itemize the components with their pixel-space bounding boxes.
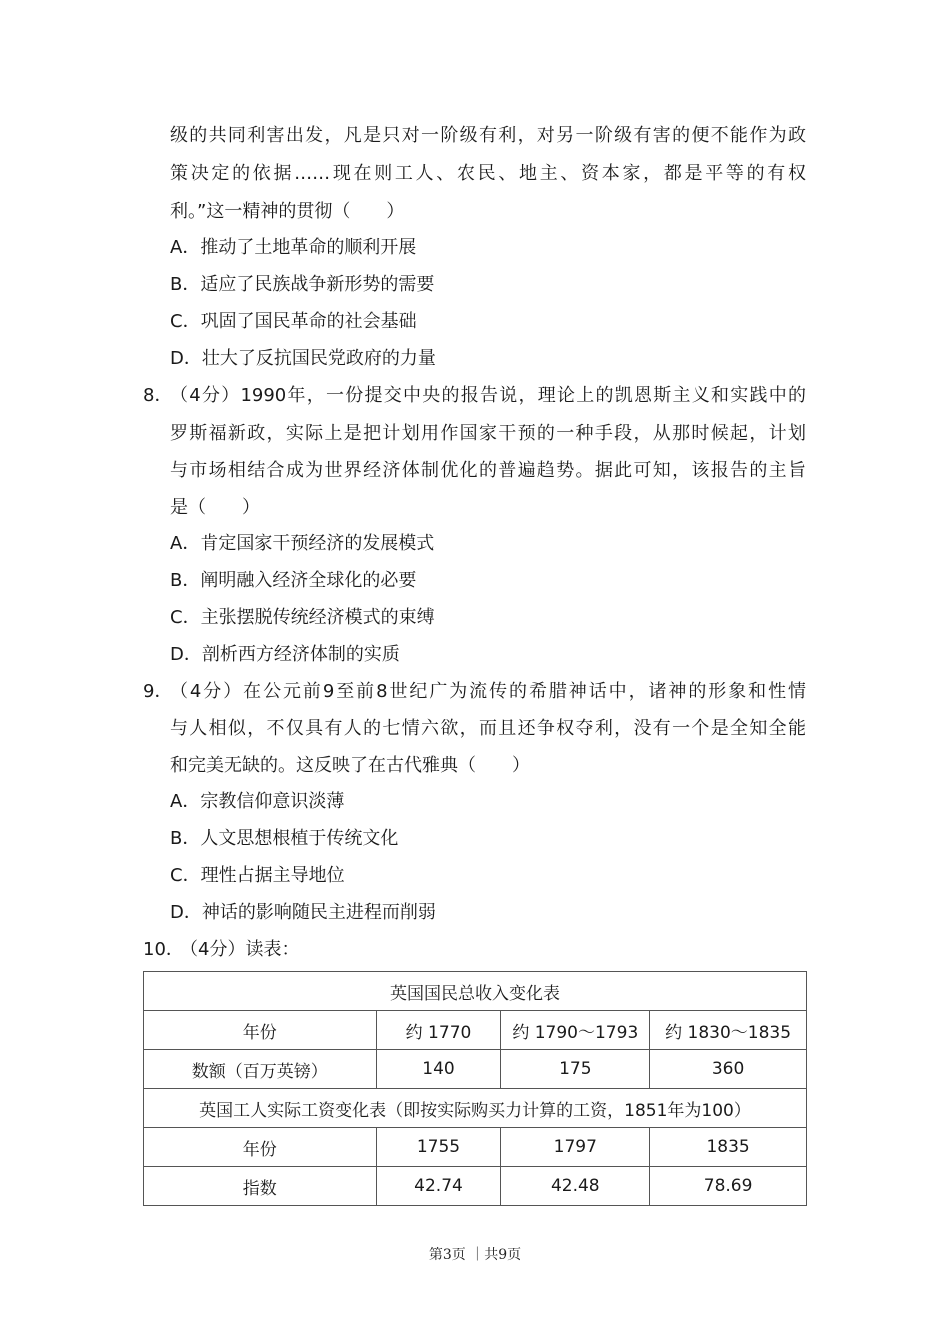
q7-stem-line-1: 级的共同利害出发，凡是只对一阶级有利，对另一阶级有害的便不能作为政: [170, 125, 806, 146]
table-row: [144, 972, 807, 1011]
income-wage-table: [143, 971, 807, 1206]
table-cell: 约 1770: [376, 1011, 501, 1050]
q7-stem-line-3: 利。”这一精神的贯彻（ ）: [170, 201, 405, 222]
q9-stem-line-2: 与人相似，不仅具有人的七情六欲，而且还争权夺利，没有一个是全知全能: [170, 718, 806, 739]
table-cell: 78.69: [650, 1167, 807, 1206]
table-cell: 年份: [144, 1011, 377, 1050]
table-cell: 1835: [650, 1128, 807, 1167]
table-cell: 约 1830～1835: [650, 1011, 807, 1050]
page-footer: 第3页 ｜共9页: [428, 1247, 522, 1263]
table-cell: 约 1790～1793: [501, 1011, 650, 1050]
q9-option-c: C．理性占据主导地位: [170, 865, 345, 886]
q9-stem-line-3: 和完美无缺的。这反映了在古代雅典（ ）: [170, 755, 530, 776]
q8-option-c: C．主张摆脱传统经济模式的束缚: [170, 607, 435, 628]
table-row: [144, 1167, 807, 1206]
q7-stem-line-2: 策决定的依据……现在则工人、农民、地主、资本家，都是平等的有权: [170, 163, 806, 184]
q9-option-a: A．宗教信仰意识淡薄: [170, 791, 345, 812]
q8-stem-line-1: （4分）1990年，一份提交中央的报告说，理论上的凯恩斯主义和实践中的: [170, 385, 806, 406]
q9-stem-line-1: （4分）在公元前9至前8世纪广为流传的希腊神话中，诸神的形象和性情: [170, 681, 806, 702]
q9-option-b: B．人文思想根植于传统文化: [170, 828, 399, 849]
table-cell: 140: [376, 1050, 501, 1089]
table-row: [144, 1128, 807, 1167]
q10-stem: （4分）读表：: [180, 939, 300, 960]
table-title-wage: 英国工人实际工资变化表（即按实际购买力计算的工资，1851年为100）: [144, 1089, 807, 1128]
table-cell: 数额（百万英镑）: [144, 1050, 377, 1089]
table-cell: 1755: [376, 1128, 501, 1167]
table-cell: 42.74: [376, 1167, 501, 1206]
table-cell: 175: [501, 1050, 650, 1089]
q8-stem-line-2: 罗斯福新政，实际上是把计划用作国家干预的一种手段，从那时候起，计划: [170, 423, 806, 444]
q10-number: 10．: [143, 939, 184, 960]
q7-option-a: A．推动了土地革命的顺利开展: [170, 237, 417, 258]
q8-option-a: A．肯定国家干预经济的发展模式: [170, 533, 435, 554]
table-title-income: 英国国民总收入变化表: [144, 972, 807, 1011]
table-row: [144, 1089, 807, 1128]
q9-number: 9．: [143, 681, 173, 702]
q8-option-d: D．剖析西方经济体制的实质: [170, 644, 400, 665]
q8-stem-line-3: 与市场相结合成为世界经济体制优化的普遍趋势。据此可知，该报告的主旨: [170, 460, 806, 481]
q8-stem-line-4: 是（ ）: [170, 497, 260, 518]
q8-number: 8．: [143, 385, 173, 406]
q7-option-d: D．壮大了反抗国民党政府的力量: [170, 348, 436, 369]
table-cell: 年份: [144, 1128, 377, 1167]
table-cell: 指数: [144, 1167, 377, 1206]
q8-option-b: B．阐明融入经济全球化的必要: [170, 570, 417, 591]
table-cell: 360: [650, 1050, 807, 1089]
table-row: [144, 1011, 807, 1050]
table-cell: 1797: [501, 1128, 650, 1167]
table-row: [144, 1050, 807, 1089]
q7-option-c: C．巩固了国民革命的社会基础: [170, 311, 417, 332]
q7-option-b: B．适应了民族战争新形势的需要: [170, 274, 435, 295]
q9-option-d: D．神话的影响随民主进程而削弱: [170, 902, 436, 923]
table-cell: 42.48: [501, 1167, 650, 1206]
